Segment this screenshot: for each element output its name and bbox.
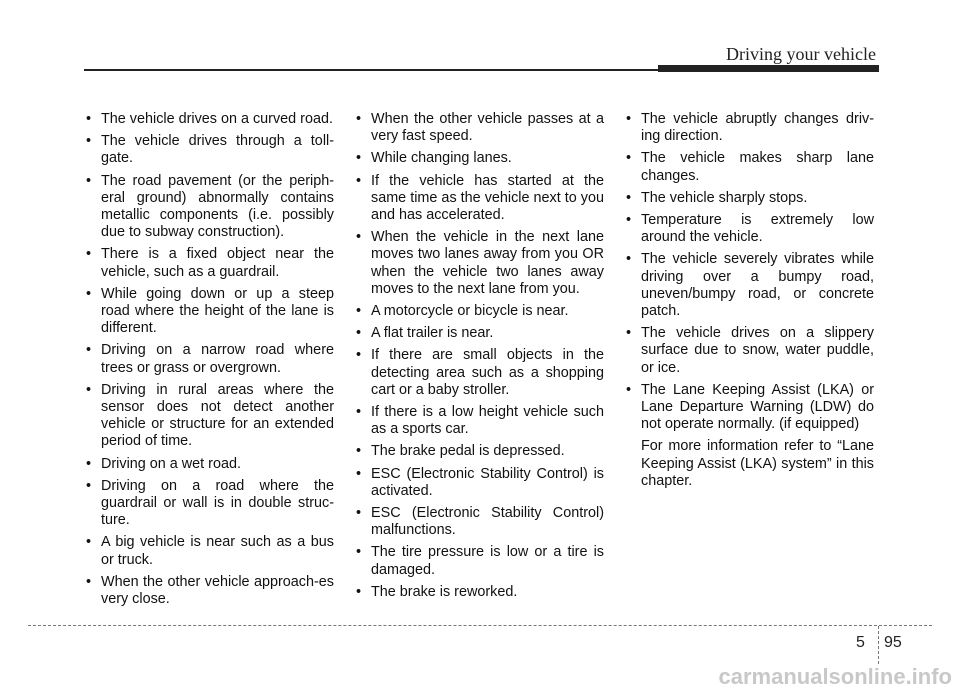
column-right: [624, 111, 874, 490]
watermark: carmanualsonline.info: [718, 664, 952, 689]
list-item: • If there is a low height vehicle such as a sports car.: [354, 404, 604, 438]
list-item: • If there are small objects in the detecting area such as a shopping cart or a baby stroller.: [354, 347, 604, 399]
footer-divider: [878, 626, 879, 664]
list-item: • The vehicle drives through a toll-gate.: [84, 133, 334, 167]
list-item: • A flat trailer is near.: [354, 325, 604, 342]
chapter-number: 5: [856, 634, 865, 651]
list-item: • Temperature is extremely low around the vehicle.: [624, 212, 874, 246]
list-item: • The vehicle makes sharp lane changes.: [624, 150, 874, 184]
list-item: • When the other vehicle approach-es very close.: [84, 574, 334, 608]
section-title: Driving your vehicle: [726, 44, 876, 64]
list-item: • While changing lanes.: [354, 150, 604, 167]
list-item: • If the vehicle has started at the same time as the vehicle next to you and has accelerated.: [354, 173, 604, 225]
list-item: • When the other vehicle passes at a very fast speed.: [354, 111, 604, 145]
bullet-list: [624, 111, 874, 433]
column-left: [84, 111, 334, 613]
list-item: • When the vehicle in the next lane moves two lanes away from you OR when the vehicle two lanes away moves to the next lane from you.: [354, 229, 604, 298]
list-item: • The road pavement (or the periph-eral ground) abnormally contains metallic components (i.e. possibly due to subway construction).: [84, 173, 334, 242]
list-item: • The Lane Keeping Assist (LKA) or Lane Departure Warning (LDW) do not operate normally. (if equipped): [624, 382, 874, 434]
column-middle: [354, 111, 604, 606]
list-item: • There is a fixed object near the vehicle, such as a guardrail.: [84, 246, 334, 280]
list-item: • Driving in rural areas where the sensor does not detect another vehicle or structure for an extended period of time.: [84, 382, 334, 451]
bullet-list: [354, 111, 604, 601]
list-item: • The vehicle drives on a curved road.: [84, 111, 334, 128]
list-item: • A motorcycle or bicycle is near.: [354, 303, 604, 320]
list-item: • The tire pressure is low or a tire is damaged.: [354, 544, 604, 578]
list-item: • The vehicle severely vibrates while driving over a bumpy road, uneven/bumpy road, or concrete patch.: [624, 251, 874, 320]
list-item: • While going down or up a steep road where the height of the lane is different.: [84, 286, 334, 338]
list-item: • The brake pedal is depressed.: [354, 443, 604, 460]
page-number: 95: [884, 634, 902, 651]
list-item: • The vehicle drives on a slippery surface due to snow, water puddle, or ice.: [624, 325, 874, 377]
list-item: • The vehicle abruptly changes driv-ing direction.: [624, 111, 874, 145]
footer-rule: [28, 625, 932, 626]
list-item: • A big vehicle is near such as a bus or truck.: [84, 534, 334, 568]
list-item: • ESC (Electronic Stability Control) malfunctions.: [354, 505, 604, 539]
reference-note: For more information refer to “Lane Keeping Assist (LKA) system” in this chapter.: [641, 438, 874, 489]
list-item: • Driving on a narrow road where trees or grass or overgrown.: [84, 342, 334, 376]
header-rule: [84, 69, 670, 71]
header-rule-accent: [658, 65, 879, 72]
list-item: • The vehicle sharply stops.: [624, 190, 874, 207]
list-item: • Driving on a wet road.: [84, 456, 334, 473]
list-item: • The brake is reworked.: [354, 584, 604, 601]
list-item: • ESC (Electronic Stability Control) is activated.: [354, 466, 604, 500]
bullet-list: [84, 111, 334, 608]
list-item: • Driving on a road where the guardrail or wall is in double struc-ture.: [84, 478, 334, 530]
